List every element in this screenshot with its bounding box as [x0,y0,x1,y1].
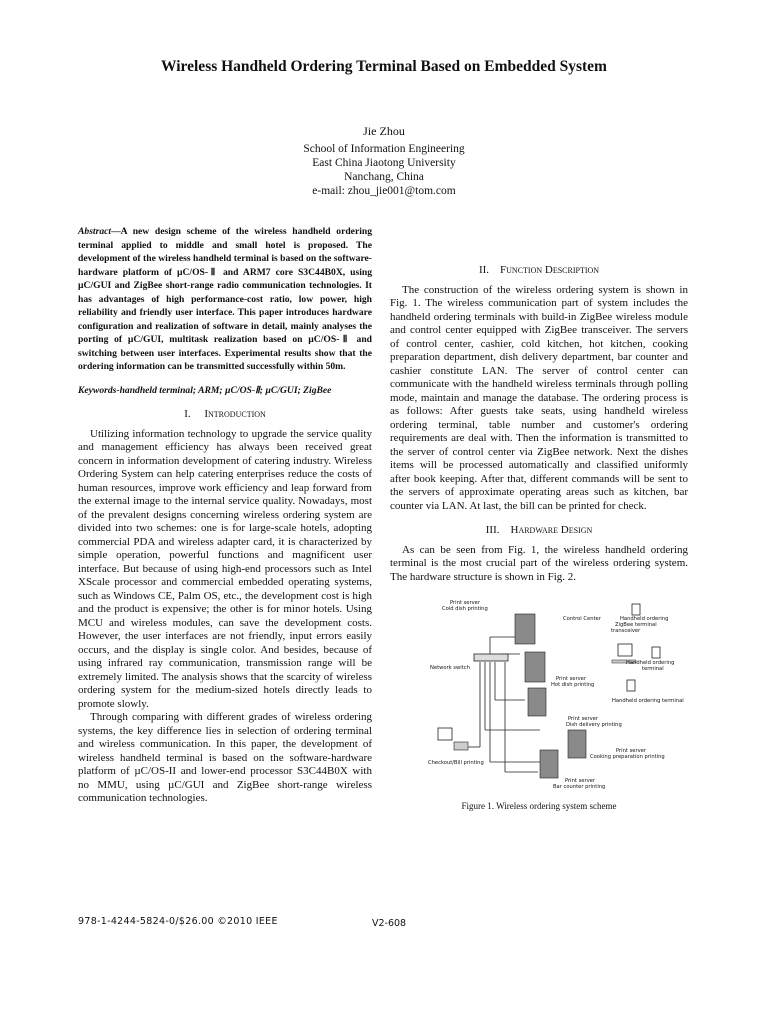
label: Handheld ordering [620,616,669,622]
system-diagram [390,592,688,792]
abstract-label: Abstract [78,226,112,237]
paragraph: The construction of the wireless ordering system is shown in Fig. 1. The wireless communication part of system includes the handheld ordering terminals with build-in ZigBee wireless module and control center equipped with ZigBee transceiver. The servers of control center, cashier, cold kitchen, hot kitchen, cooking preparation department, dish delivery department, bar counter and cashier constitute LAN. The server of control center can communicate with the handheld wireless terminals through polling mode, maintain and manage the database. The ordering process is as follows: After guests take seats, using handheld wireless ordering terminal, table number and customer's ordering requirements are deal with. Then the information is transmitted to the server of control center via ZigBee network. Next the dishes items will be processed automatically and classified uniformly after book keeping. After that, different commands will be sent to the servers of approximate operating areas such as kitchen, bar counter via LAN. At last, the bill can be printed for check. [390,283,688,512]
section-title: Hardware Design [510,524,593,536]
paper-title: Wireless Handheld Ordering Terminal Based on Embedded System [161,58,607,75]
control-center-monitor-icon [618,644,632,656]
server-icon [540,750,558,778]
figure-caption: Figure 1. Wireless ordering system scheme [461,801,617,811]
author-email: e-mail: zhou_jie001@tom.com [312,185,456,197]
label: Cooking preparation printing [590,754,665,760]
bill-printer-icon [454,742,468,750]
keywords: Keywords-handheld terminal; ARM; µC/OS-Ⅱ; µC/GUI; ZigBee [78,384,332,396]
section-number: III. [485,524,500,536]
handheld-terminal-icon [627,680,635,691]
label: Handheld ordering terminal [612,698,684,704]
section-heading-hardware [390,524,688,538]
label: Print server [568,716,599,722]
label: ZigBee [615,622,634,628]
label: terminal [635,622,657,628]
paragraph: As can be seen from Fig. 1, the wireless handheld ordering terminal is the most crucial part of the wireless ordering system. The hardware structure is shown in Fig. 2. [390,543,688,583]
label: terminal [642,666,664,672]
section-heading-introduction [78,408,372,422]
server-icon [515,614,535,644]
author-block [0,124,768,198]
label: Print server [556,676,587,682]
section-heading-function [390,264,688,278]
footer-copyright: 978-1-4244-5824-0/$26.00 ©2010 IEEE [78,916,278,927]
label: Bar counter printing [553,784,606,790]
paragraph: Through comparing with different grades of wireless ordering systems, the key difference lies in selection of ordering terminal and wireless communication. In this paper, the development of wireless handheld terminal is based on the software-hardware platform of µC/OS-II and lower-end processor S3C44B0X with no MMU, using µC/GUI and ZigBee short-range wireless communication technologies. [78,711,372,804]
section-number: I. [184,408,191,420]
page-number: V2-608 [372,918,407,929]
affiliation-line: School of Information Engineering [303,143,465,155]
checkout-monitor-icon [438,728,452,740]
label: Control Center [563,616,601,622]
server-icon [568,730,586,758]
right-column [390,225,688,814]
left-column [78,225,372,806]
abstract [78,225,372,374]
label: Dish delivery printing [566,722,622,728]
figure-1 [390,592,688,792]
server-icon [525,652,545,682]
abstract-text: —A new design scheme of the wireless handheld ordering terminal applied to middle and small hotel is proposed. The development of the wireless handheld terminal is based on the software-hardware platform of µC/OS-Ⅱ and ARM7 core S3C44B0X, using µC/GUI and ZigBee short-range radio communication technologies. It has advantages of high performance-cost ratio, low power, high reliability and friendly user interface. This paper introduces hardware configuration and realization of software in detail, mainly analyses the porting of µC/GUI, multitask realization based on µC/OS-Ⅱ and switching between user interfaces. Experimental results show that the ordering information can be transmitted successfully within 50m. [78,226,372,372]
section-title: Function Description [500,264,600,276]
handheld-terminal-icon [652,647,660,658]
section-title: Introduction [204,408,266,420]
network-switch-icon [474,654,508,661]
server-icon [528,688,546,716]
label: Print server [565,778,596,784]
author-name: Jie Zhou [363,124,405,138]
label: Hot dish printing [551,682,595,688]
label: Handheld ordering [626,660,675,666]
label: Print server [616,748,647,754]
section-number: II. [478,264,490,276]
label: Print server [450,600,481,606]
paragraph: Utilizing information technology to upgrade the service quality and management efficiency has always been received great concern in information development of catering industry. Wireless Ordering System can help catering enterprises reduce the costs of human resources, improve work efficiency and leap forward from the external image to the internal service quality. Nowadays, most of the prevalent designs concerning wireless ordering system are divided into two schemes: one is for large-scale hotels, adopting commercial PDA and wireless adapter card, it is characterized by simple operation, powerful functions and magnificent user interface. But because of using high-end processors such as Intel XScale processor and commercial embedded operating systems, such as Windows CE, Palm OS, etc., the development cost is high and the product is expensive; the other is for minor hotels. Using MCU and wireless modules, can save the development costs. However, the user interfaces are not friendly, input errors easily occurs, and the display is single color. And besides, because of using infrared ray communication, transmission range will be extremely limited. The analysis shows that the scarcity of wireless ordering system for the medium-sized hotels directly leads to promote slowly. [78,427,372,710]
affiliation-line: East China Jiaotong University [312,157,456,169]
label: Cold dish printing [442,606,488,612]
label: transceiver [611,628,641,634]
handheld-terminal-icon [632,604,640,615]
label: Network switch [430,665,470,671]
label: Checkout/Bill printing [428,760,484,766]
affiliation-line: Nanchang, China [344,171,424,183]
